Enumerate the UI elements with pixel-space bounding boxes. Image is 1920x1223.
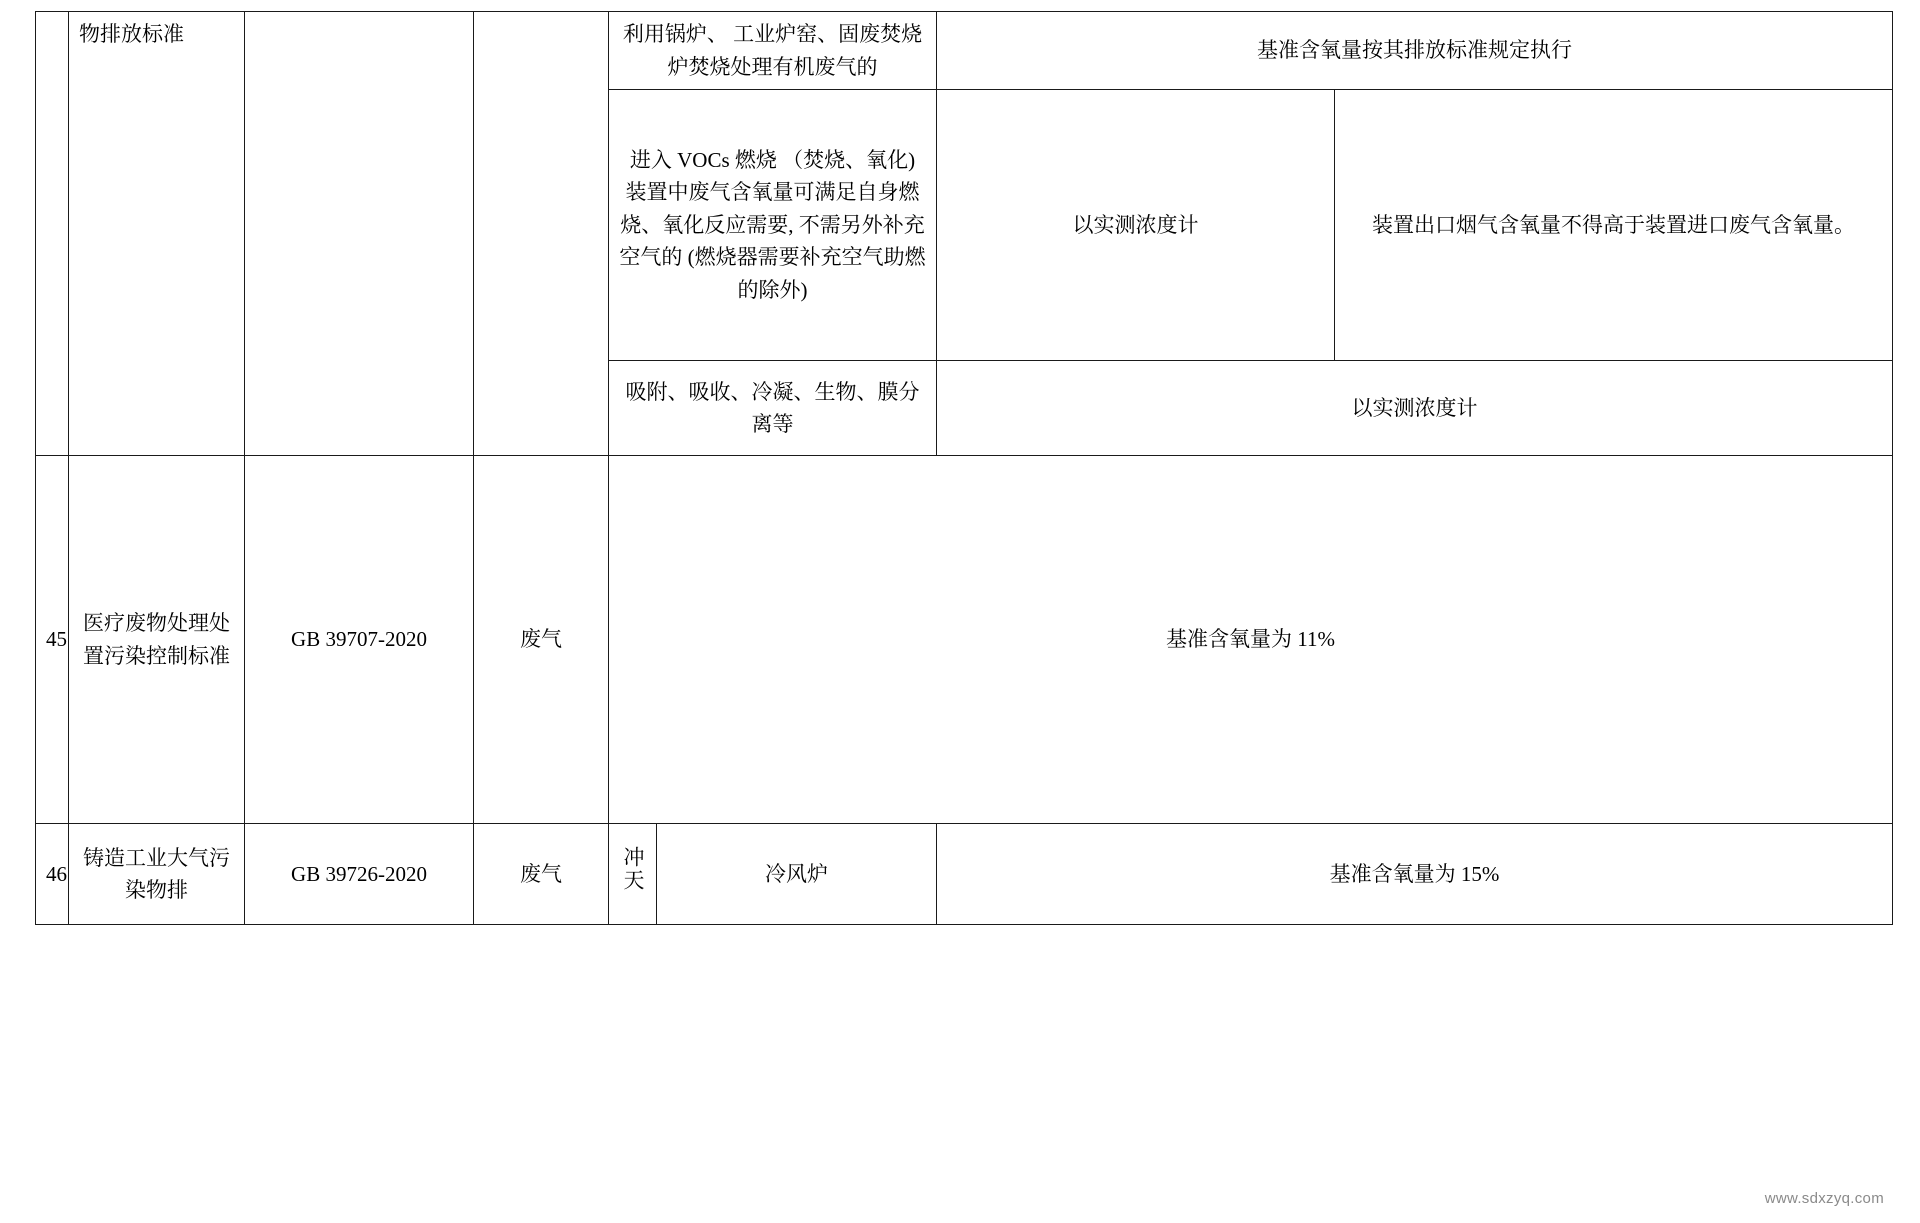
condition-cell-vocs: 进入 VOCs 燃烧 （焚烧、氧化) 装置中废气含氧量可满足自身燃烧、氧化反应需要, 不需另外补充空气的 (燃烧器需要补充空气助燃的除外) [609,90,937,361]
condition-sub-46: 冷风炉 [657,824,937,925]
condition-group-label-46: 冲天 [621,846,646,893]
table-row [36,12,1893,90]
standard-code-45: GB 39707-2020 [245,456,474,824]
condition-group-46 [609,824,657,925]
value-cell-46: 基准含氧量为 15% [937,824,1893,925]
pollutant-type-46: 废气 [474,824,609,925]
standard-name-45: 医疗废物处理处置污染控制标准 [69,456,245,824]
row-number-46: 46 [36,824,69,925]
row-number-cell-continued [36,12,69,456]
standard-name-continued: 物排放标准 [69,12,245,456]
value-cell-boiler: 基准含氧量按其排放标准规定执行 [937,12,1893,90]
condition-cell-adsorption: 吸附、吸收、冷凝、生物、膜分离等 [609,361,937,456]
standard-name-46: 铸造工业大气污染物排 [69,824,245,925]
value-cell-adsorption: 以实测浓度计 [937,361,1893,456]
table-row [36,456,1893,824]
standard-code-46: GB 39726-2020 [245,824,474,925]
pollutant-type-cell-continued [474,12,609,456]
value-cell-vocs-measured: 以实测浓度计 [937,90,1335,361]
pollutant-type-45: 废气 [474,456,609,824]
site-watermark: www.sdxzyq.com [1764,1190,1884,1207]
value-cell-45: 基准含氧量为 11% [609,456,1893,824]
table-row [36,824,1893,925]
standards-table [35,11,1893,925]
row-number-45: 45 [36,456,69,824]
value-cell-vocs-outlet: 装置出口烟气含氧量不得高于装置进口废气含氧量。 [1335,90,1893,361]
standard-code-cell-continued [245,12,474,456]
condition-cell-boiler: 利用锅炉、 工业炉窑、固废焚烧炉焚烧处理有机废气的 [609,12,937,90]
